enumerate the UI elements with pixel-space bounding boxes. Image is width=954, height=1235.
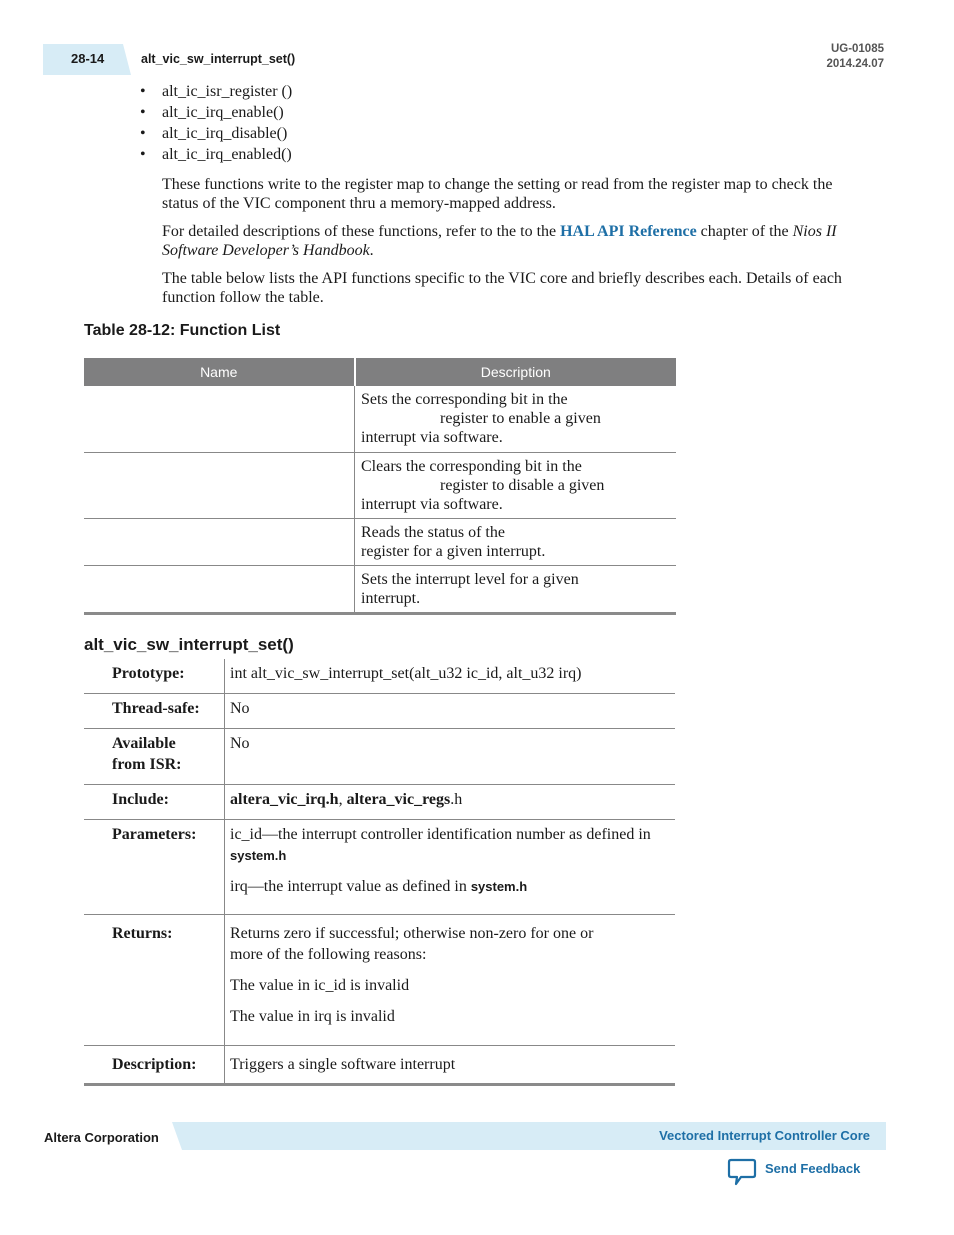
detail-value: Triggers a single software interrupt	[225, 1046, 676, 1085]
detail-value: No	[225, 729, 676, 785]
description-line: interrupt.	[361, 589, 421, 607]
function-list-table	[84, 358, 676, 615]
detail-row-available-from-isr	[84, 729, 675, 785]
reference-text-start: For detailed descriptions of these functions, refer to the to the	[162, 223, 561, 240]
detail-row-prototype	[84, 659, 675, 694]
reference-text-end: .	[369, 242, 374, 259]
returns-text: The value in ic_id is invalid	[230, 977, 410, 994]
speech-bubble-icon[interactable]	[727, 1158, 757, 1186]
detail-label: Description:	[84, 1046, 225, 1085]
function-name-cell	[84, 452, 355, 518]
description-line: Sets the corresponding bit in the	[361, 391, 568, 408]
description-line: Sets the interrupt level for a given	[361, 570, 579, 588]
parameter-text: irq—the interrupt value as defined in	[230, 878, 471, 895]
hal-api-reference-link[interactable]: HAL API Reference	[560, 223, 697, 240]
function-description-cell	[355, 565, 677, 613]
description-line: interrupt via software.	[361, 495, 503, 513]
table-row	[84, 518, 676, 565]
table-header-row	[84, 358, 676, 386]
parameter-description	[230, 824, 667, 866]
function-description-cell	[355, 518, 677, 565]
detail-label: Returns:	[84, 915, 225, 1046]
footer-chapter-link[interactable]: Vectored Interrupt Controller Core	[659, 1128, 870, 1143]
footer-company: Altera Corporation	[44, 1130, 159, 1145]
detail-value	[225, 785, 676, 820]
include-file: altera_vic_irq.h	[230, 791, 339, 808]
detail-value: int alt_vic_sw_interrupt_set(alt_u32 ic_id, alt_u32 irq)	[225, 659, 676, 694]
function-detail-table	[84, 659, 675, 1086]
description-line: register to disable a given	[440, 476, 605, 494]
document-id	[826, 42, 884, 72]
label-line: from ISR:	[112, 756, 182, 773]
include-extension: .h	[450, 791, 463, 808]
bullet-item: • alt_ic_irq_enable()	[140, 103, 292, 124]
detail-row-returns	[84, 915, 675, 1046]
file-name: system.h	[230, 848, 287, 863]
detail-label: Parameters:	[84, 820, 225, 915]
detail-value	[225, 820, 676, 915]
parameter-text: ic_id—the interrupt controller identification number as defined in	[230, 826, 651, 843]
function-name-cell	[84, 386, 355, 452]
file-name: system.h	[470, 879, 528, 894]
running-title: alt_vic_sw_interrupt_set()	[141, 52, 296, 66]
bullet-item: • alt_ic_irq_disable()	[140, 124, 292, 145]
function-description-cell	[355, 452, 677, 518]
table-row	[84, 452, 676, 518]
detail-value: No	[225, 694, 676, 729]
api-bullet-list	[140, 82, 292, 166]
table-caption: Table 28-12: Function List	[84, 322, 281, 339]
detail-label: Thread-safe:	[84, 694, 225, 729]
detail-label: Prototype:	[84, 659, 225, 694]
page-number: 28-14	[71, 51, 105, 66]
description-line: register to enable a given	[440, 410, 601, 427]
reference-text-middle: chapter of the	[696, 223, 793, 240]
handbook-title: Nios II Software Developer’s Handbook	[162, 223, 837, 259]
detail-label	[84, 729, 225, 785]
section-heading: alt_vic_sw_interrupt_set()	[84, 635, 294, 654]
detail-row-include	[84, 785, 675, 820]
include-file: altera_vic_regs	[346, 791, 451, 808]
doc-date: 2014.24.07	[826, 58, 884, 70]
paragraph-reference	[162, 222, 872, 260]
function-description-cell	[355, 386, 677, 452]
description-line: interrupt via software.	[361, 429, 503, 446]
parameter-description	[230, 876, 667, 905]
paragraph-table-intro: The table below lists the API functions specific to the VIC core and briefly describes each. Details of each function follow the table.	[162, 270, 842, 306]
detail-row-parameters	[84, 820, 675, 915]
send-feedback-link[interactable]: Send Feedback	[765, 1161, 861, 1176]
detail-row-thread-safe	[84, 694, 675, 729]
detail-value	[225, 915, 676, 1046]
paragraph-register-map: These functions write to the register map to change the setting or read from the register map to check the status of the VIC component thru a memory-mapped address.	[162, 176, 833, 212]
doc-code: UG-01085	[830, 43, 884, 55]
returns-text: Returns zero if successful; otherwise non-zero for one or more of the following reasons:	[230, 925, 594, 963]
include-separator: ,	[338, 791, 347, 808]
description-line: Clears the corresponding bit in the	[361, 457, 582, 475]
description-line: register for a given interrupt.	[361, 542, 546, 560]
bullet-item: • alt_ic_isr_register ()	[140, 82, 292, 103]
returns-text: The value in irq is invalid	[230, 1008, 395, 1025]
function-name-cell	[84, 565, 355, 613]
description-line: Reads the status of the	[361, 523, 505, 541]
table-row	[84, 565, 676, 613]
detail-row-description	[84, 1046, 675, 1085]
label-line: Available	[112, 735, 176, 752]
column-header-name: Name	[84, 358, 355, 386]
detail-label: Include:	[84, 785, 225, 820]
column-header-description: Description	[355, 358, 677, 386]
bullet-item: • alt_ic_irq_enabled()	[140, 145, 292, 166]
function-name-cell	[84, 518, 355, 565]
table-row	[84, 386, 676, 452]
